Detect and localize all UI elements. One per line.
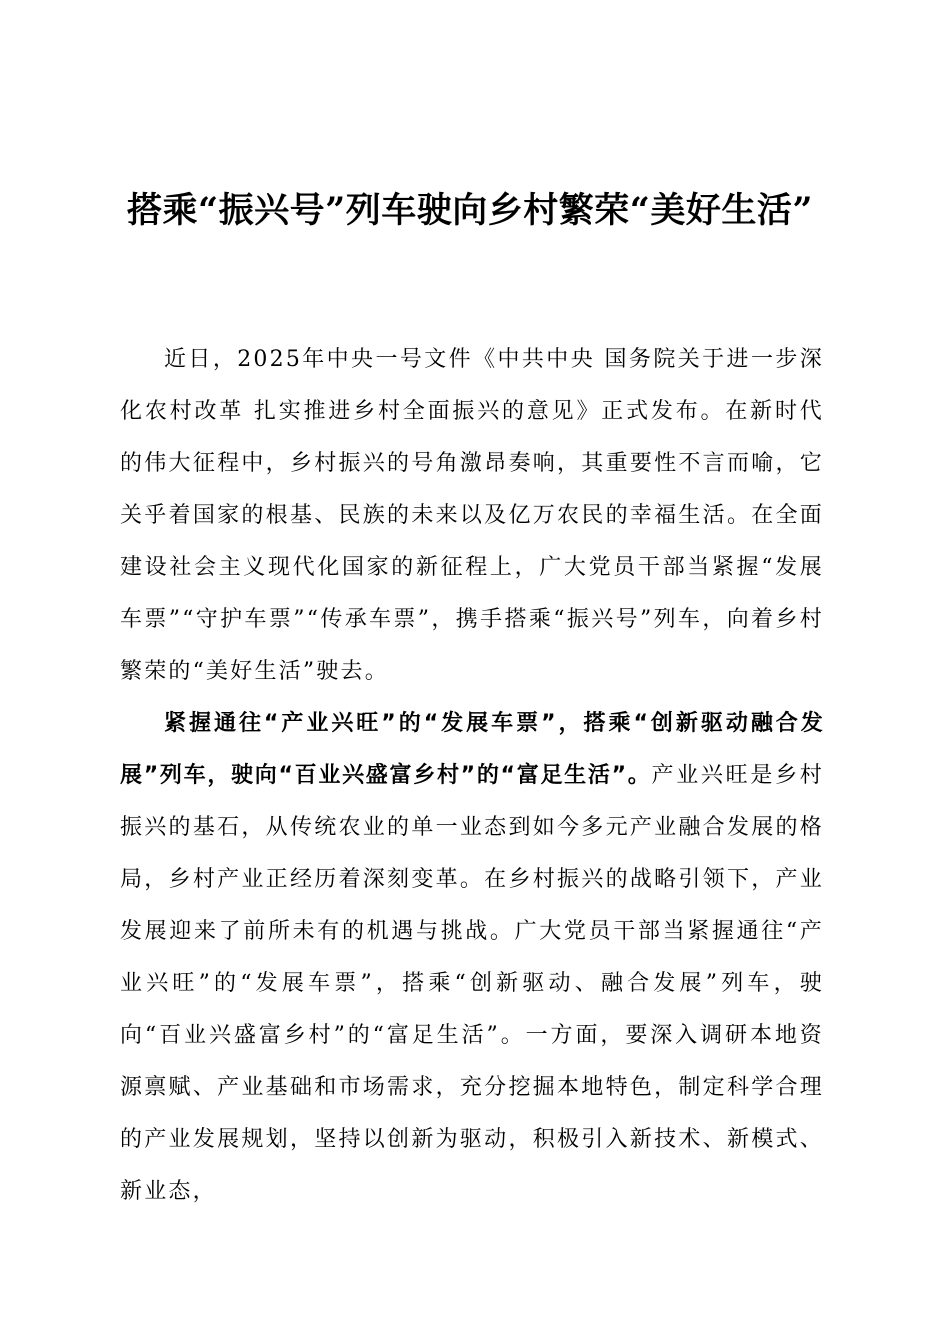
section-heading: 紧握通往“产业兴旺”的“发展车票”，搭乘“创新驱动融合发展”列车，驶向“百业兴盛富乡村”的“富足生活”。	[120, 711, 824, 788]
paragraph-intro	[120, 334, 824, 698]
document-body	[120, 334, 824, 1218]
paragraph-text: 产业兴旺是乡村振兴的基石，从传统农业的单一业态到如今多元产业融合发展的格局，乡村产业正经历着深刻变革。在乡村振兴的战略引领下，产业发展迎来了前所未有的机遇与挑战。广大党员干部当紧握通往“产业兴旺”的“发展车票”，搭乘“创新驱动、融合发展”列车，驶向“百业兴盛富乡村”的“富足生活”。一方面，要深入调研本地资源禀赋、产业基础和市场需求，充分挖掘本地特色，制定科学合理的产业发展规划，坚持以创新为驱动，积极引入新技术、新模式、新业态，	[120, 763, 824, 1204]
paragraph-text: 近日，2025年中央一号文件《中共中央 国务院关于进一步深化农村改革 扎实推进乡村全面振兴的意见》正式发布。在新时代的伟大征程中，乡村振兴的号角激昂奏响，其重要性不言而喻，它关乎着国家的根基、民族的未来以及亿万农民的幸福生活。在全面建设社会主义现代化国家的新征程上，广大党员干部当紧握“发展车票”“守护车票”“传承车票”，携手搭乘“振兴号”列车，向着乡村繁荣的“美好生活”驶去。	[120, 347, 824, 684]
paragraph-section-1	[120, 698, 824, 1218]
document-title: 搭乘“振兴号”列车驶向乡村繁荣“美好生活”	[126, 190, 814, 231]
